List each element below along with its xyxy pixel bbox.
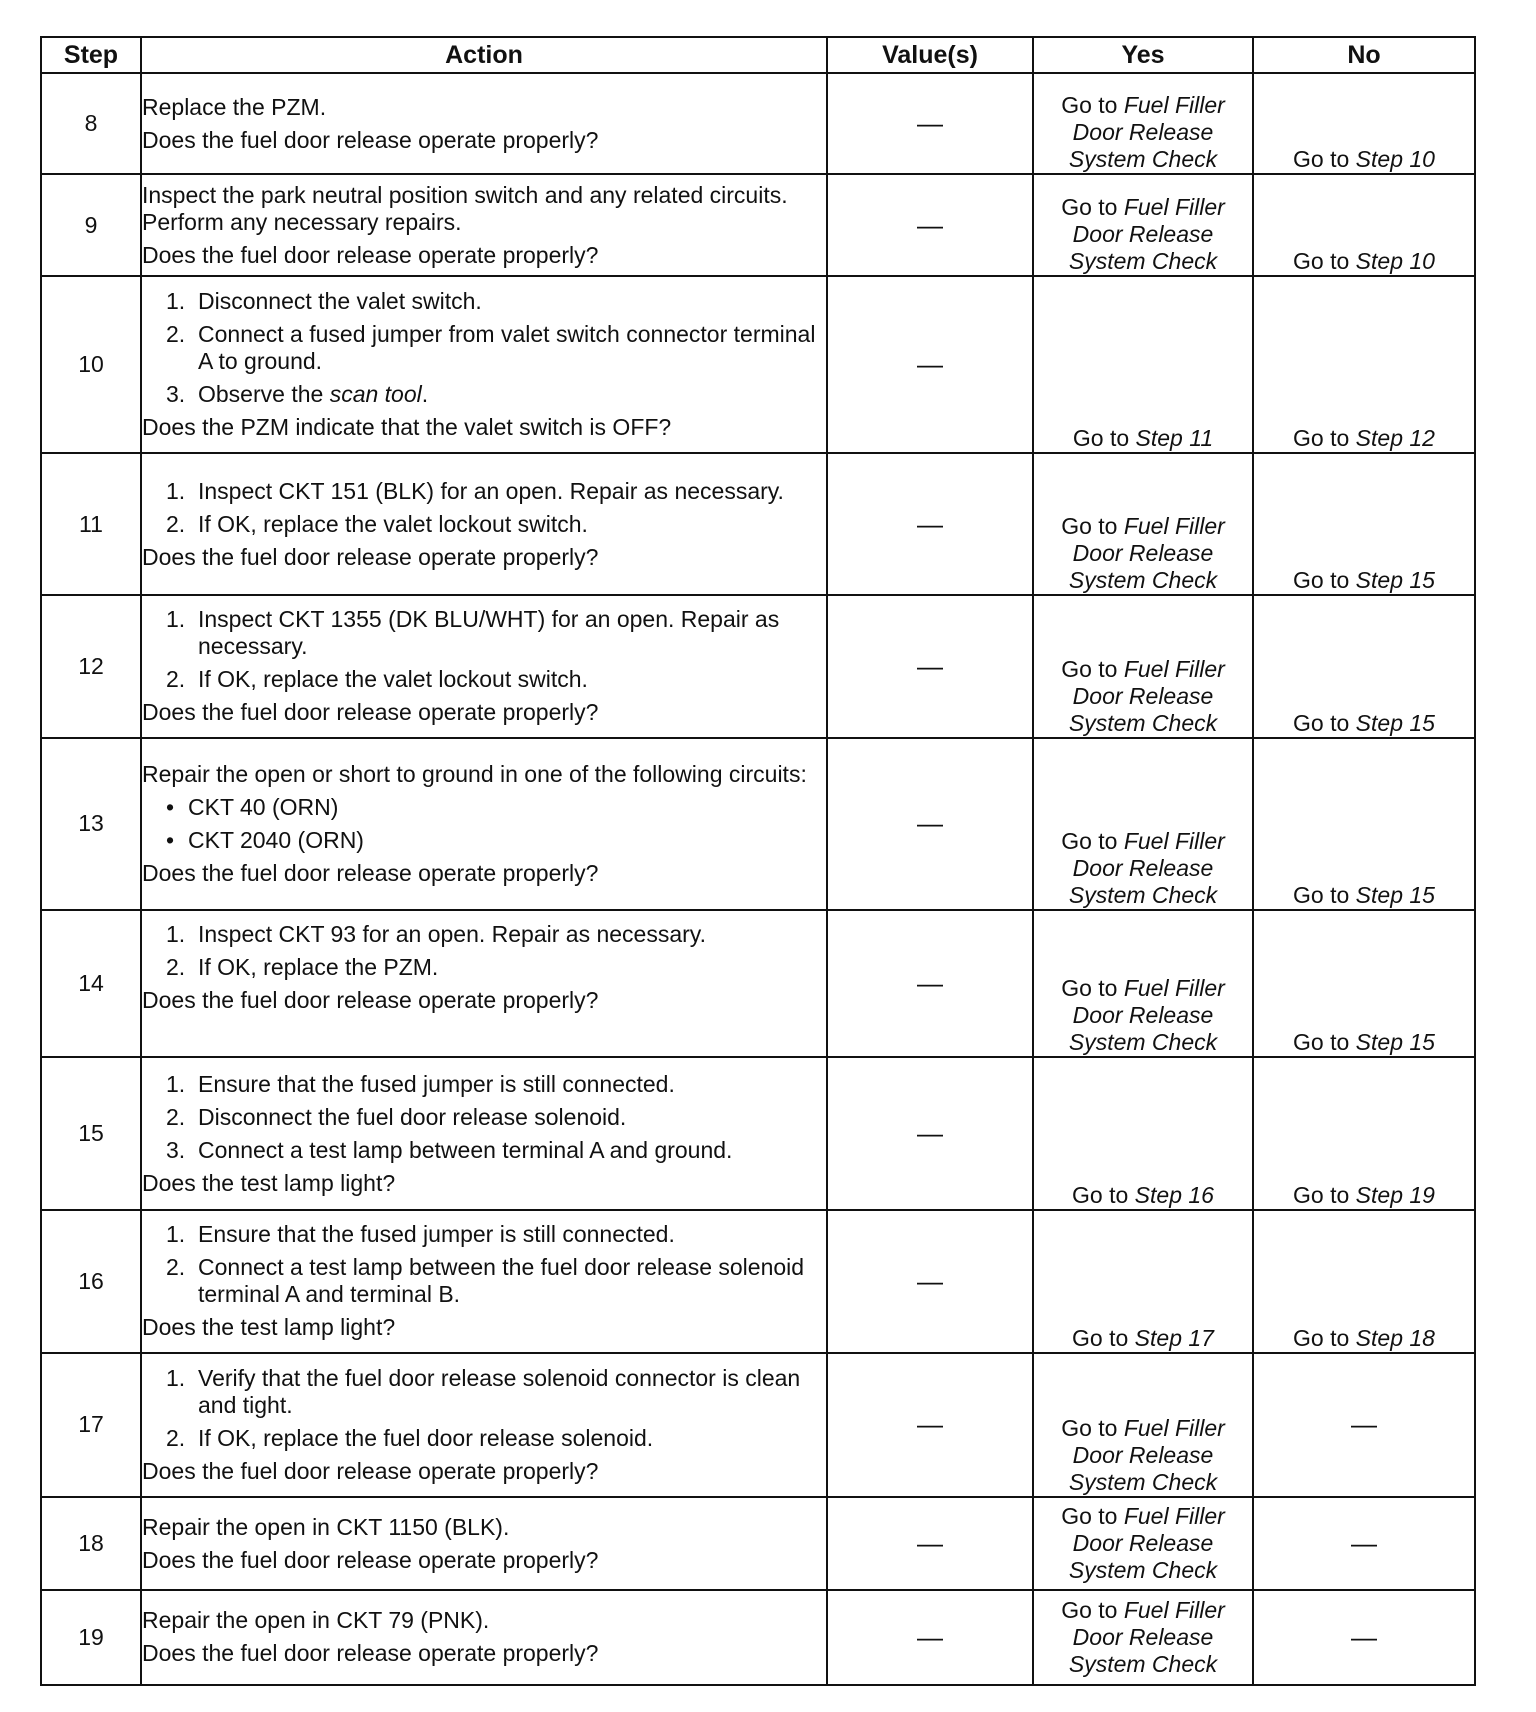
- table-row: [41, 1590, 1475, 1685]
- goto-target: Fuel Filler: [1123, 1415, 1225, 1442]
- yes-cell: [1033, 910, 1253, 1057]
- values-cell: —: [827, 1210, 1033, 1352]
- action-question: Does the PZM indicate that the valet switch is OFF?: [142, 413, 672, 440]
- step-number: 17: [41, 1353, 141, 1498]
- action-question: Does the fuel door release operate properly?: [142, 1457, 599, 1484]
- action-cell: [141, 595, 827, 737]
- step-number: 16: [41, 1210, 141, 1352]
- goto-target: Step 10: [1355, 247, 1435, 274]
- goto-text: Go to: [1061, 828, 1118, 855]
- yes-cell: [1033, 1353, 1253, 1498]
- table-row: [41, 1210, 1475, 1352]
- action-question: Does the fuel door release operate properly?: [142, 859, 599, 886]
- no-cell: [1253, 1057, 1475, 1210]
- goto-target: Step 19: [1355, 1182, 1435, 1209]
- table-row: [41, 738, 1475, 911]
- list-item: 2. If OK, replace the PZM.: [166, 954, 439, 981]
- goto-target: Door Release: [1072, 540, 1214, 567]
- goto-target: Fuel Filler: [1123, 655, 1225, 682]
- goto-target: System Check: [1068, 1029, 1218, 1055]
- goto-target: Step 15: [1355, 567, 1435, 594]
- yes-cell: [1033, 73, 1253, 174]
- table-row: [41, 453, 1475, 595]
- goto-target: System Check: [1068, 882, 1218, 909]
- header-row: [41, 37, 1475, 73]
- values-cell: —: [827, 276, 1033, 453]
- header-step: Step: [41, 37, 141, 73]
- list-item: 1. Inspect CKT 151 (BLK) for an open. Repair as necessary.: [166, 477, 784, 504]
- goto-target: Fuel Filler: [1123, 1503, 1225, 1530]
- step-number: 11: [41, 453, 141, 595]
- step-number: 19: [41, 1590, 141, 1685]
- yes-cell: [1033, 1497, 1253, 1590]
- action-cell: [141, 1353, 827, 1498]
- values-cell: —: [827, 738, 1033, 911]
- goto-text: Go to: [1061, 1596, 1118, 1623]
- action-cell: [141, 73, 827, 174]
- no-cell: [1253, 276, 1475, 453]
- list-item: 1. Verify that the fuel door release solenoid connector is clean and tight.: [166, 1364, 801, 1418]
- no-cell: [1253, 73, 1475, 174]
- goto-target: Fuel Filler: [1123, 513, 1225, 540]
- no-cell: [1253, 595, 1475, 737]
- action-cell: [141, 1057, 827, 1210]
- values-cell: —: [827, 174, 1033, 275]
- goto-target: Door Release: [1072, 1623, 1214, 1650]
- action-cell: [141, 1210, 827, 1352]
- header-no: No: [1253, 37, 1475, 73]
- goto-target: System Check: [1068, 1557, 1218, 1584]
- action-cell: [141, 738, 827, 911]
- step-number: 14: [41, 910, 141, 1057]
- list-item: 2. Disconnect the fuel door release solenoid.: [166, 1103, 627, 1130]
- goto-text: Go to: [1072, 1182, 1129, 1209]
- goto-text: Go to: [1293, 1182, 1350, 1209]
- action-cell: [141, 910, 827, 1057]
- goto-target: Step 12: [1355, 424, 1435, 451]
- action-cell: [141, 1497, 827, 1590]
- action-question: Does the test lamp light?: [142, 1169, 396, 1196]
- goto-target: Door Release: [1072, 220, 1214, 247]
- goto-target: Fuel Filler: [1123, 193, 1225, 220]
- action-question: Does the fuel door release operate properly?: [142, 1640, 599, 1667]
- goto-target: Door Release: [1072, 119, 1214, 146]
- action-question: Does the fuel door release operate properly?: [142, 543, 599, 570]
- action-question: Does the fuel door release operate properly?: [142, 241, 599, 268]
- yes-cell: [1033, 276, 1253, 453]
- no-cell: [1253, 910, 1475, 1057]
- goto-target: Step 18: [1355, 1324, 1435, 1351]
- goto-target: System Check: [1068, 1650, 1218, 1677]
- goto-text: Go to: [1061, 1415, 1118, 1442]
- list-item: 2. If OK, replace the valet lockout switch.: [166, 666, 588, 693]
- goto-text: Go to: [1072, 424, 1130, 451]
- no-cell: [1253, 174, 1475, 275]
- goto-text: Go to: [1061, 655, 1118, 682]
- goto-text: Go to: [1061, 193, 1118, 220]
- table-row: [41, 1497, 1475, 1590]
- step-number: 12: [41, 595, 141, 737]
- action-text: Repair the open in CKT 1150 (BLK).: [142, 1513, 510, 1540]
- list-item: 1. Disconnect the valet switch.: [166, 287, 482, 314]
- action-cell: [141, 453, 827, 595]
- goto-text: Go to: [1061, 975, 1118, 1001]
- action-question: Does the fuel door release operate properly?: [142, 1546, 599, 1573]
- goto-target: Door Release: [1072, 855, 1214, 882]
- yes-cell: [1033, 174, 1253, 275]
- list-item: 1. Inspect CKT 1355 (DK BLU/WHT) for an open. Repair as necessary.: [166, 606, 780, 660]
- goto-text: Go to: [1293, 1324, 1350, 1351]
- goto-target: System Check: [1068, 709, 1218, 736]
- goto-target: Door Release: [1072, 1442, 1214, 1469]
- step-number: 10: [41, 276, 141, 453]
- step-number: 8: [41, 73, 141, 174]
- list-item: 1. Ensure that the fused jumper is still connected.: [166, 1070, 675, 1097]
- action-cell: [141, 174, 827, 275]
- no-cell: [1253, 738, 1475, 911]
- table-row: [41, 1057, 1475, 1210]
- step-number: 9: [41, 174, 141, 275]
- table-row: [41, 276, 1475, 453]
- list-item: 2. If OK, replace the valet lockout switch.: [166, 510, 588, 537]
- goto-target: Step 17: [1134, 1324, 1214, 1351]
- goto-target: Door Release: [1072, 1002, 1214, 1028]
- goto-text: Go to: [1072, 1324, 1129, 1351]
- yes-cell: [1033, 453, 1253, 595]
- action-text: Repair the open in CKT 79 (PNK).: [142, 1607, 490, 1634]
- values-cell: —: [827, 1497, 1033, 1590]
- values-cell: —: [827, 1353, 1033, 1498]
- action-question: Does the fuel door release operate properly?: [142, 987, 599, 1014]
- table-row: [41, 910, 1475, 1057]
- list-item: • CKT 40 (ORN): [166, 793, 339, 820]
- yes-cell: [1033, 1210, 1253, 1352]
- goto-text: Go to: [1293, 882, 1350, 909]
- goto-target: System Check: [1068, 146, 1218, 173]
- goto-target: Step 15: [1355, 1029, 1435, 1055]
- list-item: 1. Ensure that the fused jumper is still connected.: [166, 1221, 675, 1248]
- list-item: 3. Connect a test lamp between terminal A and ground.: [166, 1136, 733, 1163]
- yes-cell: [1033, 1057, 1253, 1210]
- step-number: 13: [41, 738, 141, 911]
- action-question: Does the fuel door release operate properly?: [142, 126, 599, 153]
- table-row: [41, 174, 1475, 275]
- goto-text: Go to: [1293, 247, 1350, 274]
- goto-target: System Check: [1068, 247, 1218, 274]
- goto-text: Go to: [1293, 146, 1350, 173]
- no-cell: —: [1253, 1497, 1475, 1590]
- step-number: 18: [41, 1497, 141, 1590]
- goto-target: Step 15: [1355, 709, 1435, 736]
- no-cell: —: [1253, 1353, 1475, 1498]
- no-cell: —: [1253, 1590, 1475, 1685]
- action-text: Inspect the park neutral position switch and any related circuits. Perform any necessary repairs.: [142, 181, 788, 235]
- header-yes: Yes: [1033, 37, 1253, 73]
- goto-target: System Check: [1068, 567, 1218, 594]
- yes-cell: [1033, 1590, 1253, 1685]
- goto-target: Fuel Filler: [1123, 1596, 1225, 1623]
- header-values: Value(s): [827, 37, 1033, 73]
- goto-text: Go to: [1293, 1029, 1350, 1055]
- action-question: Does the fuel door release operate properly?: [142, 699, 599, 726]
- goto-target: Door Release: [1072, 682, 1214, 709]
- table-row: [41, 1353, 1475, 1498]
- list-item: • CKT 2040 (ORN): [166, 826, 364, 853]
- values-cell: —: [827, 1590, 1033, 1685]
- yes-cell: [1033, 595, 1253, 737]
- goto-target: Step 16: [1134, 1182, 1214, 1209]
- no-cell: [1253, 1210, 1475, 1352]
- goto-target: Step 10: [1355, 146, 1435, 173]
- list-item: 3. Observe the scan tool.: [166, 380, 429, 407]
- goto-target: Door Release: [1072, 1530, 1214, 1557]
- goto-target: System Check: [1068, 1469, 1218, 1496]
- values-cell: —: [827, 73, 1033, 174]
- action-text: Replace the PZM.: [142, 93, 327, 120]
- yes-cell: [1033, 738, 1253, 911]
- table-row: [41, 595, 1475, 737]
- action-text: Repair the open or short to ground in one of the following circuits:: [142, 760, 807, 787]
- goto-text: Go to: [1061, 1503, 1118, 1530]
- no-cell: [1253, 453, 1475, 595]
- table-row: [41, 73, 1475, 174]
- list-item: 2. Connect a fused jumper from valet switch connector terminal A to ground.: [166, 320, 816, 374]
- values-cell: —: [827, 453, 1033, 595]
- action-question: Does the test lamp light?: [142, 1314, 396, 1341]
- list-item: 1. Inspect CKT 93 for an open. Repair as necessary.: [166, 921, 706, 948]
- goto-text: Go to: [1293, 424, 1350, 451]
- goto-target: Step 11: [1135, 424, 1214, 451]
- goto-target: Fuel Filler: [1123, 828, 1225, 855]
- goto-text: Go to: [1293, 567, 1350, 594]
- step-number: 15: [41, 1057, 141, 1210]
- goto-text: Go to: [1061, 92, 1118, 119]
- goto-target: Step 15: [1355, 882, 1435, 909]
- header-action: Action: [141, 37, 827, 73]
- values-cell: —: [827, 1057, 1033, 1210]
- list-item: 2. If OK, replace the fuel door release solenoid.: [166, 1424, 654, 1451]
- goto-text: Go to: [1061, 513, 1118, 540]
- list-item: 2. Connect a test lamp between the fuel door release solenoid terminal A and terminal B.: [166, 1254, 805, 1308]
- diagnostic-table: [40, 36, 1476, 1686]
- goto-target: Fuel Filler: [1123, 92, 1225, 119]
- goto-text: Go to: [1293, 709, 1350, 736]
- action-cell: [141, 1590, 827, 1685]
- goto-target: Fuel Filler: [1123, 975, 1225, 1001]
- values-cell: —: [827, 595, 1033, 737]
- values-cell: —: [827, 910, 1033, 1057]
- action-cell: [141, 276, 827, 453]
